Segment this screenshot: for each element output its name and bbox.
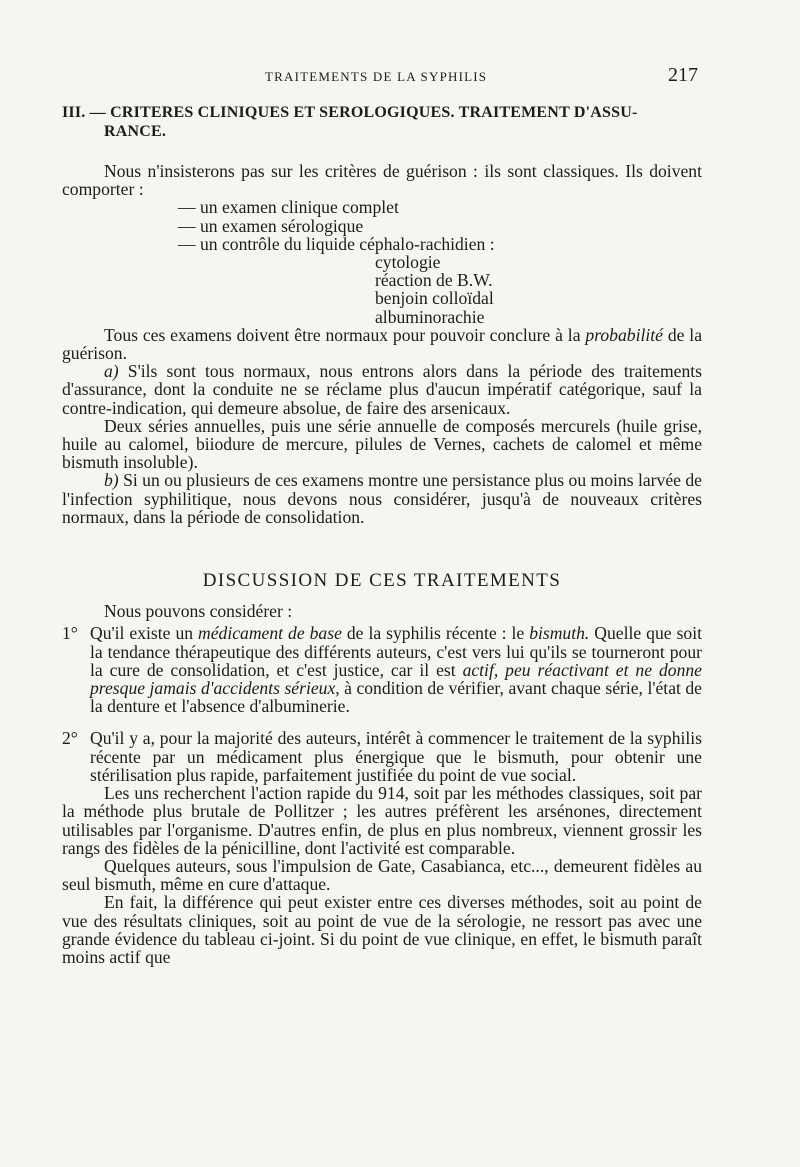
paragraph-a <box>62 362 702 417</box>
consider-paragraph: Nous pouvons considérer : <box>104 601 293 622</box>
letter-a: a) <box>104 361 119 382</box>
exam-item: — un contrôle du liquide céphalo-rachidien : <box>178 233 495 254</box>
fact-paragraph: En fait, la différence qui peut exister entre ces diverses méthodes, soit au point de vue des résultats cliniques, soit au point de vue de la sérologie, ne ressort pas avec une grande évidence du tableau ci-joint. Si du point de vue clinique, en effet, le bismuth paraît moins actif que <box>62 892 702 967</box>
exam-item: — un examen sérologique <box>178 215 364 236</box>
probabilite-emphasis: probabilité <box>585 324 663 345</box>
point-1-emphasis: médicament de base <box>198 623 342 644</box>
point-1-text: Quelle que soit la tendance thérapeutique des différents auteurs, c'est vers lui qu'ils se tourneront pour la cure de consolidation, et c'est justice, car il est <box>90 623 702 680</box>
letter-b: b) <box>104 470 119 491</box>
paragraph-b <box>62 471 702 526</box>
others-paragraph: Les uns recherchent l'action rapide du 914, soit par les méthodes classiques, soit par la méthode plus brutale de Pollitzer ; les autres préfèrent les arsénones, directement utilisables par l'organisme. D'autres enfin, de plus en plus nombreux, viennent grossir les rangs des fidèles de la pénicilline, dont l'activité est comparable. <box>62 783 702 858</box>
running-title: TRAITEMENTS DE LA SYPHILIS <box>265 69 488 84</box>
point-1-text: Qu'il existe un <box>90 623 199 644</box>
running-header <box>0 64 800 88</box>
point-2 <box>62 729 702 784</box>
normal-text: Tous ces examens doivent être normaux pour pouvoir conclure à la <box>104 324 586 345</box>
paragraph-a-text: S'ils sont tous normaux, nous entrons alors dans la période des traitements d'assurance, dont la conduite ne se réclame plus d'aucun impératif catégorique, sauf la contre-indication, qui demeure absolue, de faire des arsenicaux. <box>62 361 702 418</box>
point-2-text: Qu'il y a, pour la majorité des auteurs, intérêt à commencer le traitement de la syphilis récente par un médicament plus énergique que le bismuth, pour obtenir une stérilisation plus rapide, parfaitement justifiée du point de vue social. <box>90 728 702 785</box>
point-1-text: de la syphilis récente : le <box>341 623 530 644</box>
point-1-number: 1° <box>62 623 78 644</box>
paragraph-b-text: Si un ou plusieurs de ces examens montre une persistance plus ou moins larvée de l'infection syphilitique, nous devons nous considérer, jusqu'à de nouveaux critères normaux, dans la période de consolidation. <box>62 470 702 527</box>
csf-test-item: albuminorachie <box>375 306 485 327</box>
point-1-text: à condition de vérifier, avant chaque série, l'état de la denture et l'absence d'albuminerie. <box>90 678 702 717</box>
csf-test-item: cytologie <box>375 252 441 273</box>
discussion-heading: DISCUSSION DE CES TRAITEMENTS <box>202 570 562 592</box>
exam-item: — un examen clinique complet <box>178 197 399 218</box>
section-heading-line2: RANCE. <box>104 122 167 140</box>
csf-test-item: réaction de B.W. <box>375 270 493 291</box>
section-heading-line1: III. — CRITERES CLINIQUES ET SEROLOGIQUES. TRAITEMENT D'ASSU- <box>62 104 638 121</box>
intro-paragraph: Nous n'insisterons pas sur les critères de guérison : ils sont classiques. Ils doivent comporter : <box>62 161 702 200</box>
page-body <box>62 104 702 966</box>
page-number: 217 <box>668 64 698 86</box>
section-heading <box>62 104 702 141</box>
normal-paragraph <box>62 326 702 362</box>
some-authors-paragraph: Quelques auteurs, sous l'impulsion de Gate, Casabianca, etc..., demeurent fidèles au seul bismuth, même en cure d'attaque. <box>62 855 702 895</box>
point-1 <box>62 624 702 715</box>
point-1-emphasis: bismuth. <box>529 623 590 644</box>
point-1-emphasis: actif, peu réactivant et ne donne presque jamais d'accidents sérieux, <box>90 659 702 699</box>
series-paragraph: Deux séries annuelles, puis une série annuelle de composés mercurels (huile grise, huile au calomel, biiodure de mercure, pilules de Vernes, cachets de calomel et même bismuth insoluble). <box>62 415 702 473</box>
normal-text-end: de la guérison. <box>62 324 702 364</box>
csf-test-item: benjoin colloïdal <box>375 288 494 309</box>
point-2-number: 2° <box>62 728 78 749</box>
